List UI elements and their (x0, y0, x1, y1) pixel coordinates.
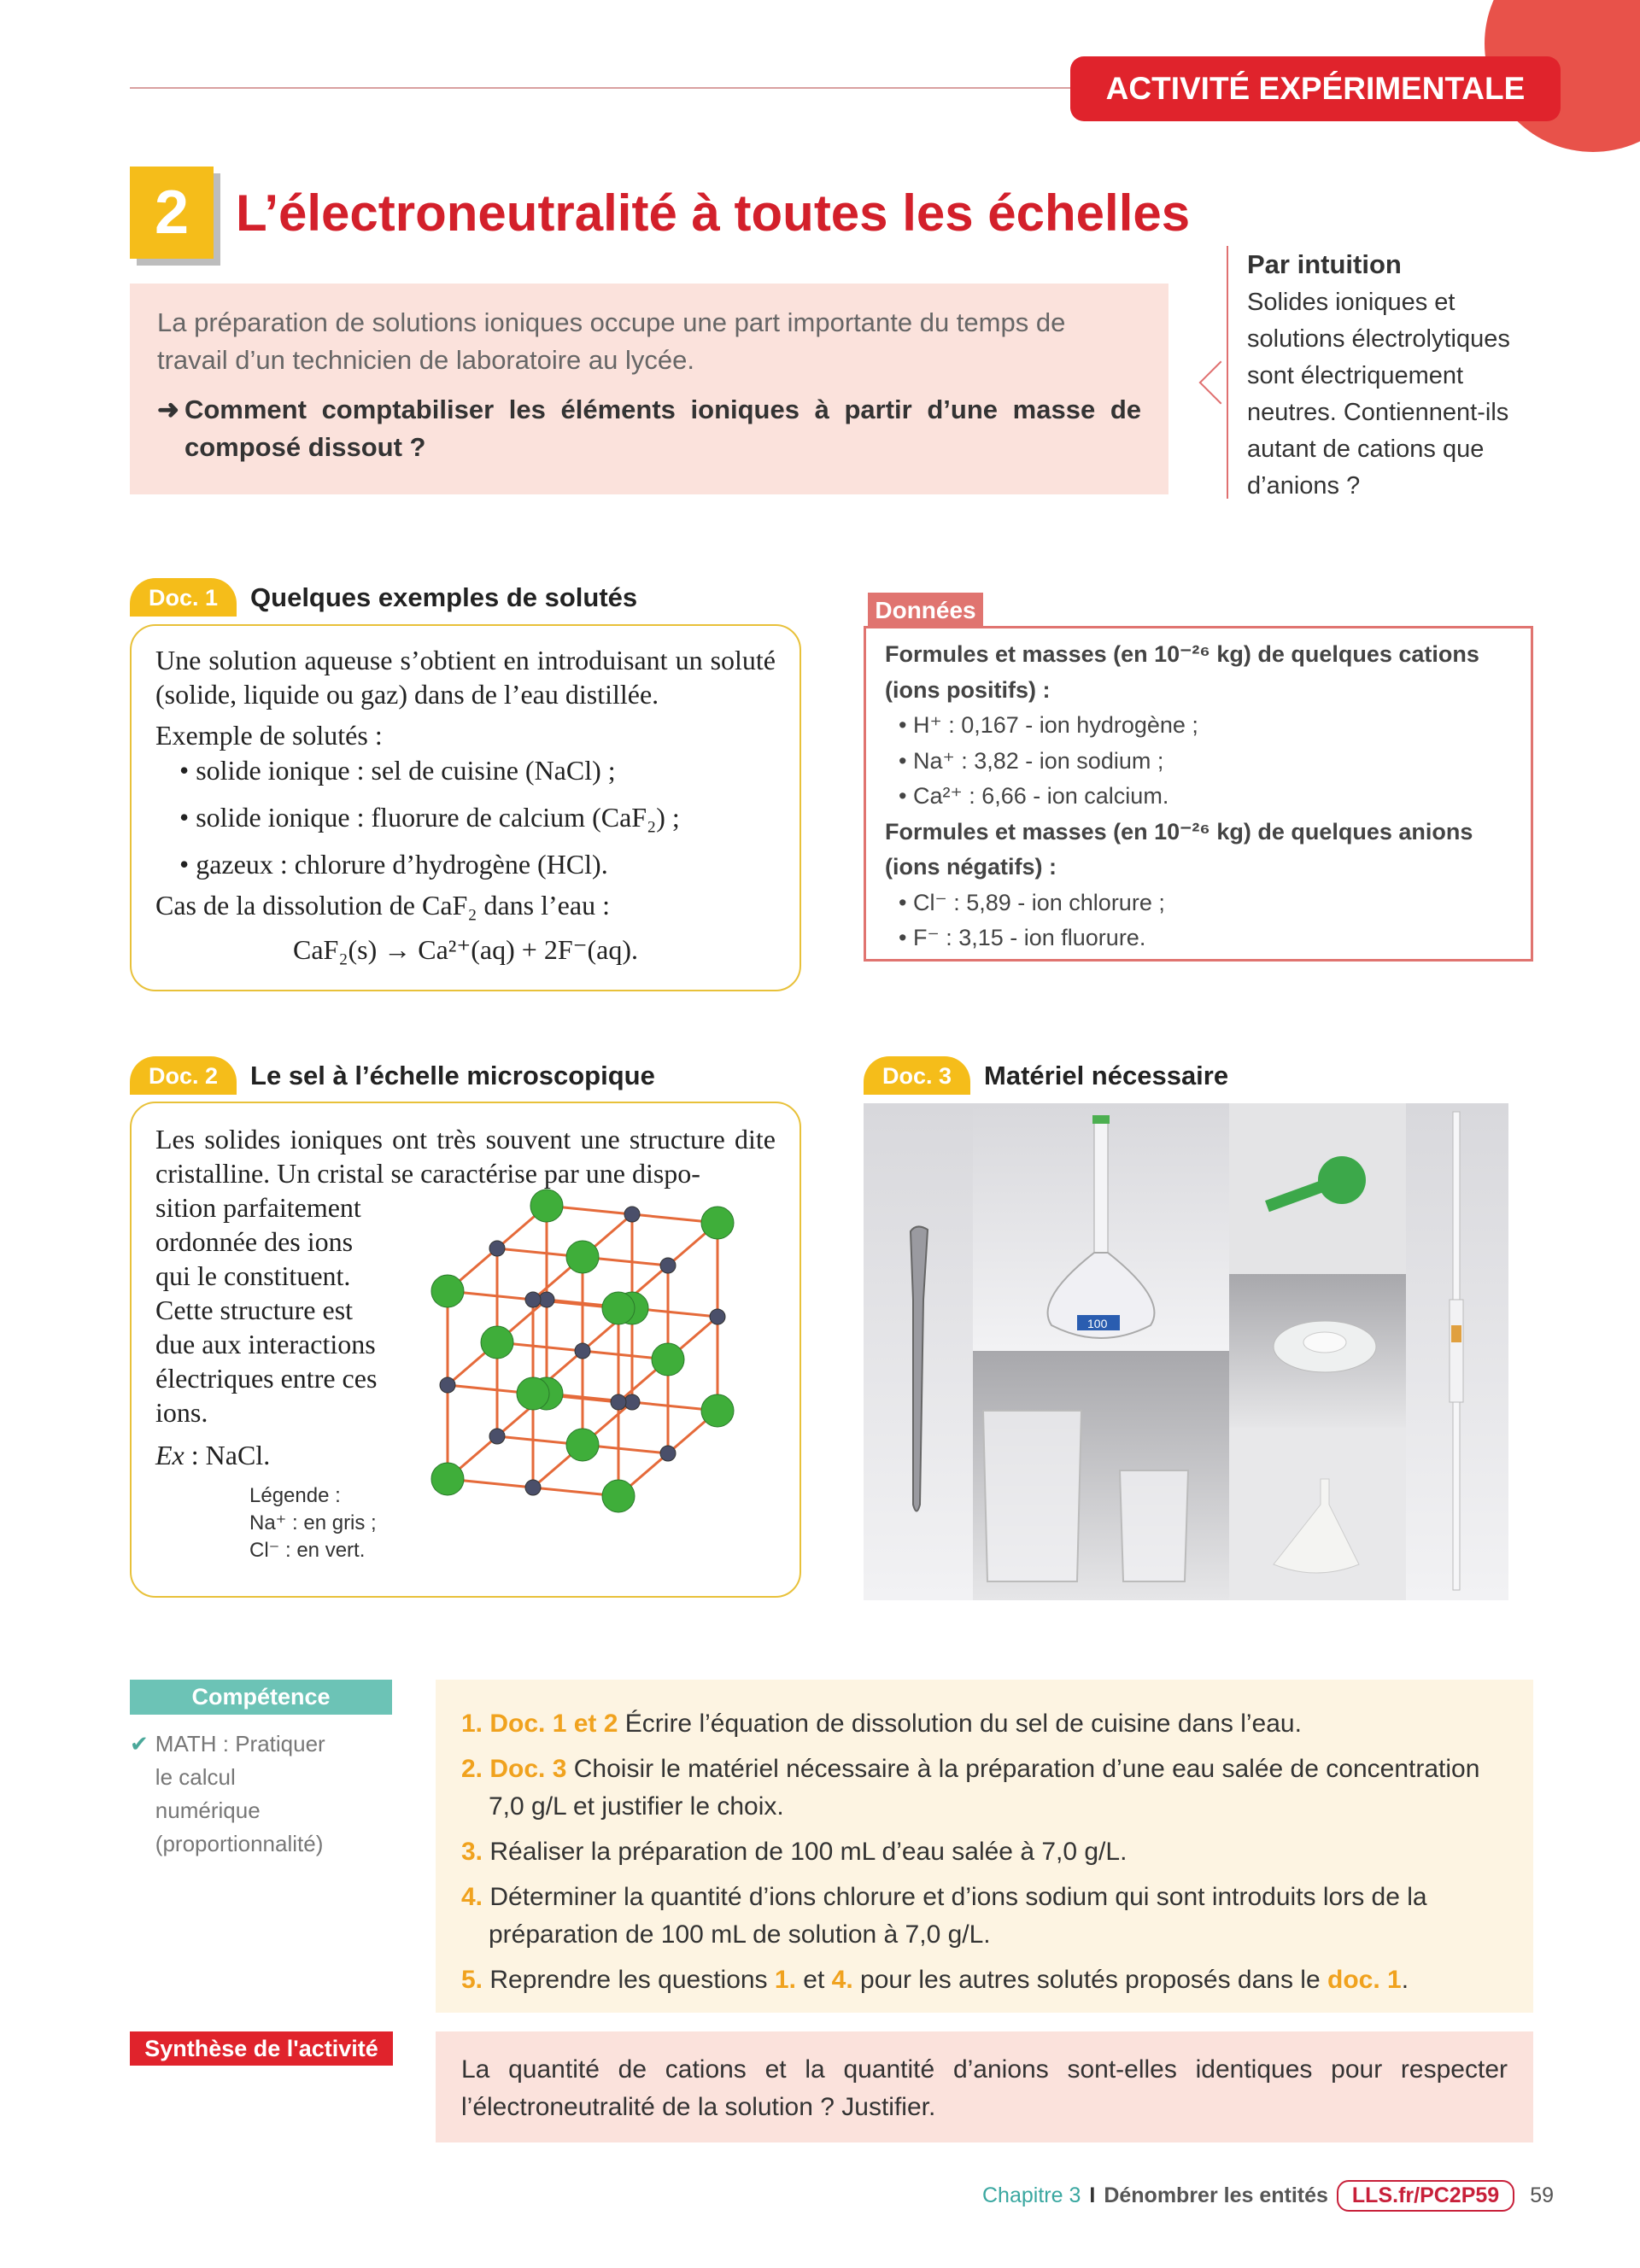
synthese-text: La quantité de cations et la quantité d’anions sont-elles identiques pour respecter l’électroneutralité de la solution ? Justifier. (461, 2055, 1508, 2121)
chloride-ion (602, 1480, 635, 1512)
activity-type-banner: ACTIVITÉ EXPÉRIMENTALE (1070, 56, 1561, 121)
list-item: • solide ionique : fluorure de calcium (CaF₂) ; (179, 802, 680, 833)
sodium-ion (575, 1343, 590, 1359)
doc1-label: Doc. 1 (130, 578, 237, 617)
chloride-ion (566, 1429, 599, 1461)
sodium-ion (710, 1309, 725, 1324)
header-rule (130, 87, 1078, 89)
sodium-ion (539, 1292, 554, 1307)
lab-equipment-photo (864, 1103, 1508, 1600)
lls-link[interactable]: LLS.fr/PC2P59 (1337, 2180, 1514, 2212)
activity-number: 2 (130, 167, 214, 259)
doc1-paragraph: Une solution aqueuse s’obtient en introduisant un soluté (solide, liquide ou gaz) dans de l’eau distillée. (155, 645, 776, 710)
question-item: 3. Réaliser la préparation de 100 mL d’eau salée à 7,0 g/L. (461, 1838, 1128, 1866)
doc2-paragraph-cont: sition parfaitement ordonnée des ions qui le constituent. Cette structure est due aux interactions électriques entre ces ions. (155, 1192, 378, 1428)
doc1-list (155, 747, 776, 888)
doc1-title: Quelques exemples de solutés (250, 582, 638, 612)
anions-title: Formules et masses (en 10⁻²⁶ kg) de quelques anions (ions négatifs) : (885, 818, 1473, 880)
example-label: Ex (155, 1440, 184, 1470)
nacl-crystal-lattice (422, 1189, 781, 1581)
doc1-examples-label: Exemple de solutés : (155, 720, 383, 751)
sodium-ion (660, 1446, 676, 1461)
chloride-ion (481, 1326, 513, 1359)
sodium-ion (611, 1394, 626, 1410)
sodium-ion (525, 1292, 541, 1307)
intro-box (130, 284, 1168, 494)
chloride-ion (701, 1207, 734, 1239)
cation-item: • H⁺ : 0,167 - ion hydrogène ; (899, 712, 1198, 738)
footer (982, 2180, 1554, 2212)
competence-text (130, 1727, 403, 1861)
page-number: 59 (1530, 2183, 1554, 2207)
questions-box (436, 1680, 1533, 2013)
legend-na: Na⁺ : en gris ; (249, 1511, 377, 1534)
donnees-box (864, 626, 1533, 962)
synthese-box (436, 2031, 1533, 2142)
question-text: Comment comptabiliser les éléments ioniques à partir d’une masse de composé dissout ? (184, 395, 1141, 462)
svg-text:100: 100 (1087, 1317, 1108, 1330)
chloride-ion (431, 1463, 464, 1495)
sodium-ion (624, 1394, 640, 1410)
chloride-ion (652, 1343, 684, 1376)
doc2-header (130, 1056, 655, 1095)
legend-cl: Cl⁻ : en vert. (249, 1539, 366, 1562)
anion-item: • F⁻ : 3,15 - ion fluorure. (899, 925, 1146, 950)
doc1-box (130, 624, 801, 991)
question-item: 4. Déterminer la quantité d’ions chlorure et d’ions sodium qui sont introduits lors de la préparation de 100 mL de solution à 7,0 g/L. (461, 1883, 1427, 1949)
doc2-box (130, 1102, 801, 1598)
sodium-ion (489, 1429, 505, 1444)
intuition-title: Par intuition (1247, 249, 1402, 279)
example-value: : NaCl. (184, 1440, 271, 1470)
sodium-ion (440, 1377, 455, 1393)
doc3-header (864, 1056, 1228, 1095)
check-icon: ✔ (130, 1731, 149, 1757)
list-item: • gazeux : chlorure d’hydrogène (HCl). (179, 849, 608, 880)
question-item: 5. Reprendre les questions 1. et 4. pour les autres solutés proposés dans le doc. 1. (461, 1966, 1409, 1994)
question-item: 2. Doc. 3 Choisir le matériel nécessaire à la préparation d’une eau salée de concentration 7,0 g/L et justifier le choix. (461, 1755, 1480, 1821)
chloride-ion (517, 1377, 549, 1410)
legend-title: Légende : (249, 1484, 341, 1507)
list-item: • solide ionique : sel de cuisine (NaCl) ; (179, 755, 616, 786)
chloride-ion (566, 1241, 599, 1273)
sodium-ion (489, 1241, 505, 1256)
doc3-label: Doc. 3 (864, 1056, 970, 1095)
doc2-label: Doc. 2 (130, 1056, 237, 1095)
footer-chapter-title: Dénombrer les entités (1104, 2183, 1328, 2207)
competence-description: MATH : Pratiquer le calcul numérique (proportionnalité) (155, 1731, 325, 1856)
competence-label: Compétence (130, 1680, 392, 1715)
dissolution-equation: CaF₂(s) → Ca²⁺(aq) + 2F⁻(aq). (292, 934, 639, 965)
doc1-case: Cas de la dissolution de CaF₂ dans l’eau : (155, 890, 610, 921)
cations-title: Formules et masses (en 10⁻²⁶ kg) de quelques cations (ions positifs) : (885, 641, 1479, 703)
chloride-ion (602, 1292, 635, 1324)
weighing-boat-icon (1274, 1321, 1376, 1372)
sodium-ion (525, 1480, 541, 1495)
sodium-ion (624, 1207, 640, 1222)
chloride-ion (701, 1394, 734, 1427)
doc2-title: Le sel à l’échelle microscopique (250, 1061, 655, 1090)
cation-item: • Na⁺ : 3,82 - ion sodium ; (899, 747, 1164, 774)
anion-item: • Cl⁻ : 5,89 - ion chlorure ; (899, 889, 1165, 915)
footer-separator: I (1089, 2183, 1096, 2207)
cation-item: • Ca²⁺ : 6,66 - ion calcium. (899, 783, 1169, 809)
arrow-icon: ➜ (157, 395, 179, 424)
doc2-paragraph: Les solides ioniques ont très souvent une structure dite cristalline. Un cristal se caractérise par une dispo- (155, 1124, 776, 1189)
sodium-ion (660, 1258, 676, 1273)
chloride-ion (431, 1275, 464, 1307)
footer-chapter: Chapitre 3 (982, 2183, 1081, 2207)
doc3-title: Matériel nécessaire (984, 1061, 1229, 1090)
chloride-ion (530, 1190, 563, 1222)
intro-question (157, 391, 1141, 466)
page-title: L’électroneutralité à toutes les échelles (236, 184, 1191, 242)
doc1-header (130, 578, 637, 617)
synthese-label: Synthèse de l'activité (130, 2031, 393, 2066)
intuition-box (1227, 246, 1551, 499)
intro-text: La préparation de solutions ioniques occupe une part importante du temps de travail d’un technicien de laboratoire au lycée. (157, 307, 1066, 375)
question-item: 1. Doc. 1 et 2 Écrire l’équation de dissolution du sel de cuisine dans l’eau. (461, 1710, 1302, 1738)
donnees-label: Données (868, 593, 983, 628)
intuition-text: Solides ioniques et solutions électrolytiques sont électriquement neutres. Contiennent-ils autant de cations que d’anions ? (1247, 289, 1510, 500)
